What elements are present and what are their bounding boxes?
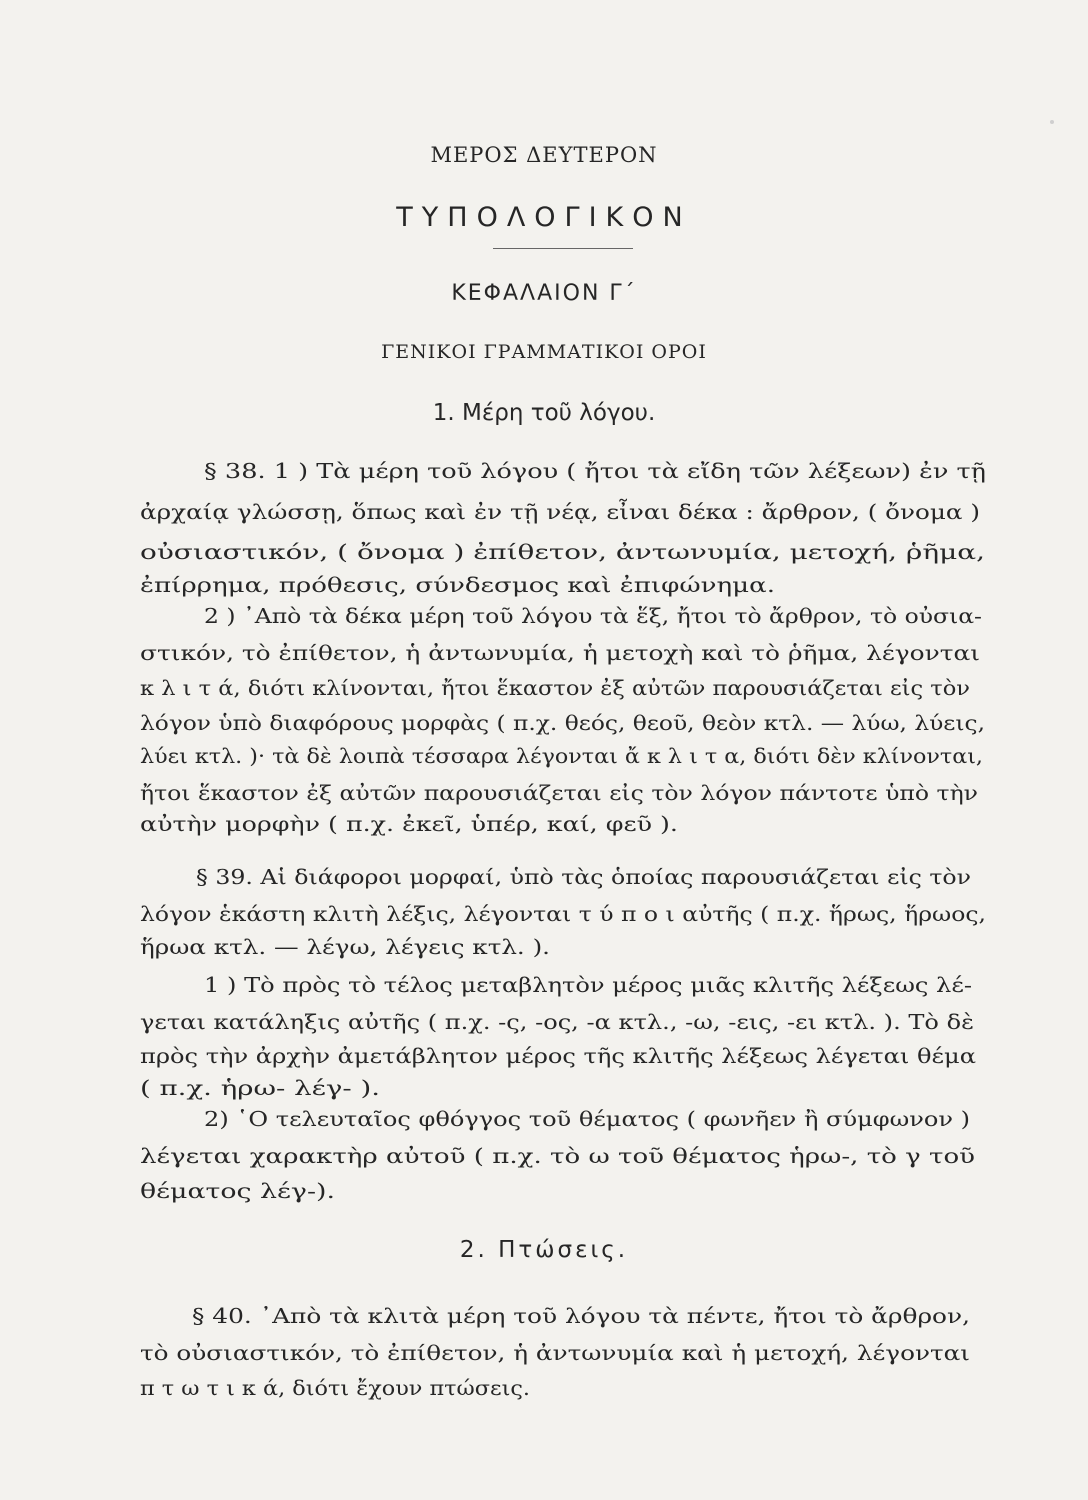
text-line	[140, 675, 970, 701]
text-line	[192, 1303, 970, 1329]
section-heading-parts-of-speech: 1. Μέρη τοῦ λόγου.	[432, 400, 656, 426]
line-text: ἤτοι ἕκαστον ἐξ αὐτῶν παρουσιάζεται εἰς τὸν λόγον πάντοτε ὑπὸ τὴν	[140, 781, 978, 805]
chapter-heading: ΚΕΦΑΛΑΙΟΝ Γ΄	[451, 281, 637, 306]
text-line	[196, 864, 972, 890]
line-text: 2) ῾Ο τελευταῖος φθόγγος τοῦ θέματος ( φωνῆεν ἢ σύμφωνον )	[204, 1107, 970, 1131]
line-text: οὐσιαστικόν, ( ὄνομα ) ἐπίθετον, ἀντωνυμία, μετοχή, ῥῆμα,	[140, 540, 985, 564]
text-line	[140, 1043, 976, 1069]
main-title: ΤΥΠΟΛΟΓΙΚΟΝ	[396, 202, 692, 233]
line-text: § 39. Αἱ διάφοροι μορφαί, ὑπὸ τὰς ὁποίας παρουσιάζεται εἰς τὸν	[196, 865, 972, 889]
text-line	[140, 1375, 530, 1401]
text-line	[140, 743, 983, 769]
text-line	[140, 1178, 335, 1204]
line-text: π τ ω τ ι κ ά, διότι ἔχουν πτώσεις.	[140, 1376, 530, 1400]
text-line	[204, 972, 972, 998]
line-text: λόγον ὑπὸ διαφόρους μορφὰς ( π.χ. θεός, θεοῦ, θεὸν κτλ. — λύω, λύεις,	[140, 711, 985, 735]
line-text: ἀρχαίᾳ γλώσσῃ, ὅπως καὶ ἐν τῇ νέᾳ, εἶναι δέκα : ἄρθρον, ( ὄνομα )	[140, 500, 980, 524]
text-line	[140, 539, 985, 565]
line-text: § 40. ᾿Απὸ τὰ κλιτὰ μέρη τοῦ λόγου τὰ πέντε, ἤτοι τὸ ἄρθρον,	[192, 1304, 970, 1328]
text-line	[204, 603, 982, 629]
line-text: γεται κατάληξις αὐτῆς ( π.χ. -ς, -ος, -α κτλ., -ω, -εις, -ει κτλ. ). Τὸ δὲ	[140, 1010, 974, 1034]
line-text: στικόν, τὸ ἐπίθετον, ἡ ἀντωνυμία, ἡ μετοχὴ καὶ τὸ ῥῆμα, λέγονται	[140, 641, 980, 665]
line-text: θέματος λέγ-).	[140, 1179, 335, 1203]
text-line	[204, 458, 986, 484]
text-line	[140, 901, 986, 927]
line-text: λύει κτλ. )· τὰ δὲ λοιπὰ τέσσαρα λέγονται ἄ κ λ ι τ α, διότι δὲν κλίνονται,	[140, 744, 983, 768]
text-line	[140, 1075, 380, 1101]
text-line	[140, 1009, 974, 1035]
title-divider	[493, 248, 633, 249]
page-speck	[1050, 120, 1054, 124]
line-text: λόγον ἑκάστη κλιτὴ λέξις, λέγονται τ ύ π ο ι αὐτῆς ( π.χ. ἥρως, ἥρωος,	[140, 902, 986, 926]
text-line	[140, 1340, 970, 1366]
line-text: λέγεται χαρακτὴρ αὐτοῦ ( π.χ. τὸ ω τοῦ θέματος ἡρω-, τὸ γ τοῦ	[140, 1144, 975, 1168]
line-text: αὐτὴν μορφὴν ( π.χ. ἐκεῖ, ὑπέρ, καί, φεῦ ).	[140, 812, 678, 836]
part-heading: ΜΕΡΟΣ ΔΕΥΤΕΡΟΝ	[430, 143, 658, 167]
text-line	[140, 710, 985, 736]
text-line	[140, 1143, 975, 1169]
line-text: ( π.χ. ἡρω- λέγ- ).	[140, 1076, 380, 1100]
line-text: κ λ ι τ ά, διότι κλίνονται, ἤτοι ἕκαστον ἐξ αὐτῶν παρουσιάζεται εἰς τὸν	[140, 676, 970, 700]
line-text: 1 ) Τὸ πρὸς τὸ τέλος μεταβλητὸν μέρος μιᾶς κλιτῆς λέξεως λέ-	[204, 973, 972, 997]
chapter-subtitle: ΓΕΝΙΚΟΙ ΓΡΑΜΜΑΤΙΚΟΙ ΟΡΟΙ	[381, 341, 707, 363]
line-text: πρὸς τὴν ἀρχὴν ἀμετάβλητον μέρος τῆς κλιτῆς λέξεως λέγεται θέμα	[140, 1044, 976, 1068]
line-text: 2 ) ᾿Απὸ τὰ δέκα μέρη τοῦ λόγου τὰ ἕξ, ἤτοι τὸ ἄρθρον, τὸ οὐσια-	[204, 604, 982, 628]
text-line	[140, 934, 550, 960]
text-line	[140, 572, 775, 598]
line-text: ἐπίρρημα, πρόθεσις, σύνδεσμος καὶ ἐπιφώνημα.	[140, 573, 775, 597]
section-heading-cases: 2. Πτώσεις.	[459, 1237, 629, 1263]
text-line	[140, 811, 678, 837]
text-line	[140, 640, 980, 666]
line-text: ἥρωα κτλ. — λέγω, λέγεις κτλ. ).	[140, 935, 550, 959]
text-line	[140, 780, 978, 806]
line-text: τὸ οὐσιαστικόν, τὸ ἐπίθετον, ἡ ἀντωνυμία καὶ ἡ μετοχή, λέγονται	[140, 1341, 970, 1365]
text-line	[204, 1106, 970, 1132]
text-line	[140, 499, 980, 525]
line-text: § 38. 1 ) Τὰ μέρη τοῦ λόγου ( ἤτοι τὰ εἴδη τῶν λέξεων) ἐν τῇ	[204, 459, 986, 483]
